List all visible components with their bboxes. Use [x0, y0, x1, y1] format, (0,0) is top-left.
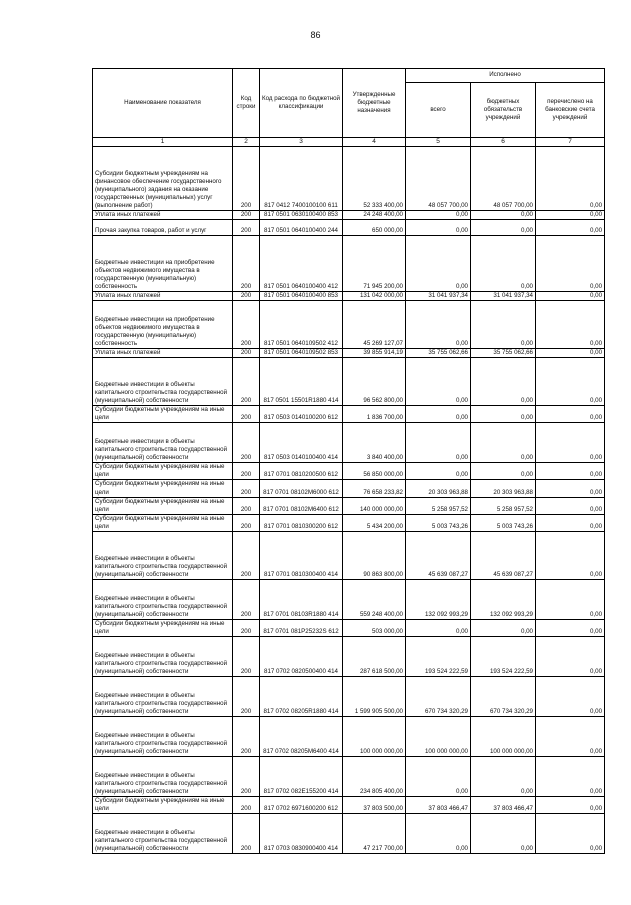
row-budget-obligations: 0,00 — [471, 814, 536, 854]
row-line-code: 200 — [233, 349, 260, 358]
row-budget-code: 817 0501 0640100400 412 — [260, 236, 343, 292]
header-executed: Исполнено — [406, 69, 605, 83]
row-budget-code: 817 0701 0810300400 414 — [260, 531, 343, 579]
column-numbers-row — [93, 138, 605, 147]
row-budget-code: 817 0701 08102M6400 612 — [260, 497, 343, 514]
row-executed-total: 5 003 743,26 — [406, 514, 471, 531]
row-approved: 234 805 400,00 — [343, 756, 406, 796]
row-budget-code: 817 0501 0640109502 412 — [260, 301, 343, 349]
row-budget-obligations: 5 258 957,52 — [471, 497, 536, 514]
row-budget-obligations: 670 734 320,29 — [471, 676, 536, 716]
column-number: 7 — [536, 138, 605, 147]
row-approved: 287 618 500,00 — [343, 636, 406, 676]
row-bank-accounts: 0,00 — [536, 220, 605, 236]
table-row — [93, 676, 605, 716]
row-line-code: 200 — [233, 236, 260, 292]
row-bank-accounts: 0,00 — [536, 423, 605, 463]
row-approved: 140 000 000,00 — [343, 497, 406, 514]
row-budget-code: 817 0501 0640100400 853 — [260, 292, 343, 301]
row-budget-obligations: 20 303 963,88 — [471, 480, 536, 497]
row-name: Субсидии бюджетным учреждениям на иные цели — [93, 514, 233, 531]
row-approved: 39 855 914,19 — [343, 349, 406, 358]
table-row — [93, 716, 605, 756]
row-approved: 650 000,00 — [343, 220, 406, 236]
row-bank-accounts: 0,00 — [536, 147, 605, 211]
row-name: Уплата иных платежей — [93, 349, 233, 358]
row-budget-code: 817 0701 0810300200 612 — [260, 514, 343, 531]
row-bank-accounts: 0,00 — [536, 716, 605, 756]
row-bank-accounts: 0,00 — [536, 579, 605, 619]
row-executed-total: 0,00 — [406, 463, 471, 480]
row-budget-code: 817 0503 0140100200 612 — [260, 406, 343, 423]
table-row — [93, 147, 605, 211]
row-name: Субсидии бюджетным учреждениям на иные цели — [93, 619, 233, 636]
row-name: Субсидии бюджетным учреждениям на иные цели — [93, 796, 233, 813]
row-name: Бюджетные инвестиции в объекты капитального строительства государственной (муниципальной) собственности — [93, 814, 233, 854]
row-budget-obligations: 0,00 — [471, 220, 536, 236]
row-budget-obligations: 45 639 087,27 — [471, 531, 536, 579]
table-row — [93, 619, 605, 636]
row-bank-accounts: 0,00 — [536, 531, 605, 579]
table-row — [93, 211, 605, 220]
table-row — [93, 463, 605, 480]
row-line-code: 200 — [233, 292, 260, 301]
row-approved: 1 836 700,00 — [343, 406, 406, 423]
table-row — [93, 480, 605, 497]
row-name: Бюджетные инвестиции в объекты капитального строительства государственной (муниципальной) собственности — [93, 423, 233, 463]
row-approved: 5 434 200,00 — [343, 514, 406, 531]
row-budget-code: 817 0702 0820500400 414 — [260, 636, 343, 676]
table-row — [93, 220, 605, 236]
row-executed-total: 0,00 — [406, 301, 471, 349]
row-budget-code: 817 0501 0640109502 853 — [260, 349, 343, 358]
row-name: Уплата иных платежей — [93, 211, 233, 220]
row-budget-obligations: 0,00 — [471, 236, 536, 292]
row-name: Прочая закупка товаров, работ и услуг — [93, 220, 233, 236]
row-executed-total: 670 734 320,29 — [406, 676, 471, 716]
row-budget-code: 817 0702 6971600200 612 — [260, 796, 343, 813]
row-executed-total: 0,00 — [406, 423, 471, 463]
row-line-code: 200 — [233, 220, 260, 236]
row-bank-accounts: 0,00 — [536, 636, 605, 676]
row-name: Бюджетные инвестиции в объекты капитального строительства государственной (муниципальной) собственности — [93, 358, 233, 406]
row-line-code: 200 — [233, 814, 260, 854]
row-executed-total: 48 057 700,00 — [406, 147, 471, 211]
table-row — [93, 301, 605, 349]
row-budget-obligations: 0,00 — [471, 358, 536, 406]
row-approved: 47 217 700,00 — [343, 814, 406, 854]
row-bank-accounts: 0,00 — [536, 814, 605, 854]
row-line-code: 200 — [233, 636, 260, 676]
row-bank-accounts: 0,00 — [536, 497, 605, 514]
row-budget-obligations: 0,00 — [471, 211, 536, 220]
row-executed-total: 0,00 — [406, 236, 471, 292]
row-line-code: 200 — [233, 531, 260, 579]
row-budget-obligations: 0,00 — [471, 756, 536, 796]
row-executed-total: 0,00 — [406, 619, 471, 636]
column-number: 1 — [93, 138, 233, 147]
row-budget-code: 817 0701 0810200500 612 — [260, 463, 343, 480]
row-budget-obligations: 0,00 — [471, 423, 536, 463]
row-approved: 76 658 233,82 — [343, 480, 406, 497]
row-bank-accounts: 0,00 — [536, 301, 605, 349]
header-budget-code: Код расхода по бюджетной классификации — [260, 69, 343, 138]
header-line-code: Код строки — [233, 69, 260, 138]
header-name: Наименование показателя — [93, 69, 233, 138]
row-bank-accounts: 0,00 — [536, 236, 605, 292]
row-bank-accounts: 0,00 — [536, 796, 605, 813]
table-row — [93, 406, 605, 423]
row-bank-accounts: 0,00 — [536, 514, 605, 531]
row-budget-code: 817 0701 08103R1880 414 — [260, 579, 343, 619]
row-budget-obligations: 0,00 — [471, 406, 536, 423]
column-number: 6 — [471, 138, 536, 147]
row-executed-total: 0,00 — [406, 756, 471, 796]
row-name: Субсидии бюджетным учреждениям на финансовое обеспечение государственного (муниципального) задания на оказание государственных (муниципальных) услуг (выполнение работ) — [93, 147, 233, 211]
row-name: Бюджетные инвестиции в объекты капитального строительства государственной (муниципальной) собственности — [93, 579, 233, 619]
table-row — [93, 579, 605, 619]
row-approved: 1 599 905 500,00 — [343, 676, 406, 716]
row-approved: 52 333 400,00 — [343, 147, 406, 211]
row-name: Бюджетные инвестиции в объекты капитального строительства государственной (муниципальной) собственности — [93, 676, 233, 716]
row-executed-total: 5 258 957,52 — [406, 497, 471, 514]
row-budget-code: 817 0412 7400100100 611 — [260, 147, 343, 211]
row-executed-total: 0,00 — [406, 211, 471, 220]
row-budget-obligations: 35 755 062,66 — [471, 349, 536, 358]
table-row — [93, 292, 605, 301]
row-budget-code: 817 0702 082E155200 414 — [260, 756, 343, 796]
row-bank-accounts: 0,00 — [536, 676, 605, 716]
row-line-code: 200 — [233, 756, 260, 796]
row-budget-obligations: 0,00 — [471, 463, 536, 480]
row-bank-accounts: 0,00 — [536, 480, 605, 497]
row-approved: 559 248 400,00 — [343, 579, 406, 619]
row-bank-accounts: 0,00 — [536, 358, 605, 406]
row-approved: 90 863 800,00 — [343, 531, 406, 579]
column-number: 2 — [233, 138, 260, 147]
row-approved: 503 000,00 — [343, 619, 406, 636]
table-row — [93, 497, 605, 514]
row-bank-accounts: 0,00 — [536, 756, 605, 796]
table-row — [93, 514, 605, 531]
row-budget-obligations: 31 041 937,34 — [471, 292, 536, 301]
row-executed-total: 31 041 937,34 — [406, 292, 471, 301]
table-row — [93, 423, 605, 463]
row-approved: 96 562 800,00 — [343, 358, 406, 406]
budget-execution-table — [92, 68, 605, 854]
row-budget-obligations: 100 000 000,00 — [471, 716, 536, 756]
row-line-code: 200 — [233, 514, 260, 531]
row-executed-total: 20 303 963,88 — [406, 480, 471, 497]
row-budget-code: 817 0501 15501R1880 414 — [260, 358, 343, 406]
row-budget-code: 817 0702 08205R1880 414 — [260, 676, 343, 716]
row-budget-obligations: 48 057 700,00 — [471, 147, 536, 211]
table-row — [93, 636, 605, 676]
column-number: 3 — [260, 138, 343, 147]
table-header — [93, 69, 605, 138]
row-executed-total: 132 092 993,29 — [406, 579, 471, 619]
row-executed-total: 0,00 — [406, 814, 471, 854]
row-budget-code: 817 0503 0140100400 414 — [260, 423, 343, 463]
row-bank-accounts: 0,00 — [536, 292, 605, 301]
row-line-code: 200 — [233, 619, 260, 636]
row-budget-obligations: 37 803 466,47 — [471, 796, 536, 813]
row-executed-total: 45 639 087,27 — [406, 531, 471, 579]
row-budget-obligations: 0,00 — [471, 301, 536, 349]
row-line-code: 200 — [233, 676, 260, 716]
row-executed-total: 100 000 000,00 — [406, 716, 471, 756]
row-executed-total: 35 755 062,66 — [406, 349, 471, 358]
column-number: 5 — [406, 138, 471, 147]
row-line-code: 200 — [233, 406, 260, 423]
row-bank-accounts: 0,00 — [536, 619, 605, 636]
row-budget-code: 817 0701 08102M6000 612 — [260, 480, 343, 497]
row-bank-accounts: 0,00 — [536, 211, 605, 220]
row-budget-obligations: 0,00 — [471, 619, 536, 636]
row-budget-code: 817 0501 0640100400 244 — [260, 220, 343, 236]
row-bank-accounts: 0,00 — [536, 406, 605, 423]
row-budget-code: 817 0701 081P25232S 612 — [260, 619, 343, 636]
row-line-code: 200 — [233, 358, 260, 406]
row-approved: 3 840 400,00 — [343, 423, 406, 463]
row-approved: 45 269 127,07 — [343, 301, 406, 349]
header-budget-obligations: бюджетных обязательств учреждений — [471, 83, 536, 138]
row-name: Субсидии бюджетным учреждениям на иные цели — [93, 480, 233, 497]
row-executed-total: 0,00 — [406, 220, 471, 236]
header-total: всего — [406, 83, 471, 138]
row-name: Субсидии бюджетным учреждениям на иные цели — [93, 497, 233, 514]
page-number: 86 — [310, 30, 321, 40]
row-approved: 100 000 000,00 — [343, 716, 406, 756]
row-budget-obligations: 193 524 222,59 — [471, 636, 536, 676]
row-bank-accounts: 0,00 — [536, 349, 605, 358]
row-name: Уплата иных платежей — [93, 292, 233, 301]
row-name: Бюджетные инвестиции в объекты капитального строительства государственной (муниципальной) собственности — [93, 716, 233, 756]
row-line-code: 200 — [233, 796, 260, 813]
row-name: Бюджетные инвестиции в объекты капитального строительства государственной (муниципальной) собственности — [93, 636, 233, 676]
row-name: Бюджетные инвестиции на приобретение объектов недвижимого имущества в государственную (муниципальную) собственность — [93, 301, 233, 349]
table-row — [93, 358, 605, 406]
row-budget-code: 817 0703 0830900400 414 — [260, 814, 343, 854]
row-budget-obligations: 5 003 743,26 — [471, 514, 536, 531]
row-approved: 24 248 400,00 — [343, 211, 406, 220]
row-approved: 56 850 000,00 — [343, 463, 406, 480]
row-name: Бюджетные инвестиции в объекты капитального строительства государственной (муниципальной) собственности — [93, 756, 233, 796]
row-name: Бюджетные инвестиции в объекты капитального строительства государственной (муниципальной) собственности — [93, 531, 233, 579]
row-name: Субсидии бюджетным учреждениям на иные цели — [93, 463, 233, 480]
row-executed-total: 193 524 222,59 — [406, 636, 471, 676]
header-approved: Утвержденные бюджетные назначения — [343, 69, 406, 138]
row-approved: 37 803 500,00 — [343, 796, 406, 813]
row-line-code: 200 — [233, 147, 260, 211]
row-budget-obligations: 132 092 993,29 — [471, 579, 536, 619]
table-row — [93, 756, 605, 796]
row-budget-code: 817 0702 08205M6400 414 — [260, 716, 343, 756]
row-line-code: 200 — [233, 211, 260, 220]
row-line-code: 200 — [233, 497, 260, 514]
table-row — [93, 236, 605, 292]
row-line-code: 200 — [233, 463, 260, 480]
row-name: Бюджетные инвестиции на приобретение объектов недвижимого имущества в государственную (муниципальную) собственность — [93, 236, 233, 292]
row-line-code: 200 — [233, 423, 260, 463]
table-row — [93, 531, 605, 579]
row-bank-accounts: 0,00 — [536, 463, 605, 480]
row-line-code: 200 — [233, 480, 260, 497]
row-approved: 71 945 200,00 — [343, 236, 406, 292]
row-budget-code: 817 0501 0630100400 853 — [260, 211, 343, 220]
row-line-code: 200 — [233, 579, 260, 619]
row-executed-total: 0,00 — [406, 358, 471, 406]
row-line-code: 200 — [233, 716, 260, 756]
table-body — [93, 138, 605, 854]
row-approved: 131 042 000,00 — [343, 292, 406, 301]
table-row — [93, 349, 605, 358]
row-name: Субсидии бюджетным учреждениям на иные цели — [93, 406, 233, 423]
column-number: 4 — [343, 138, 406, 147]
row-line-code: 200 — [233, 301, 260, 349]
row-executed-total: 0,00 — [406, 406, 471, 423]
table-row — [93, 814, 605, 854]
row-executed-total: 37 803 466,47 — [406, 796, 471, 813]
header-bank-accounts: перечислено на банковские счета учреждений — [536, 83, 605, 138]
table-row — [93, 796, 605, 813]
